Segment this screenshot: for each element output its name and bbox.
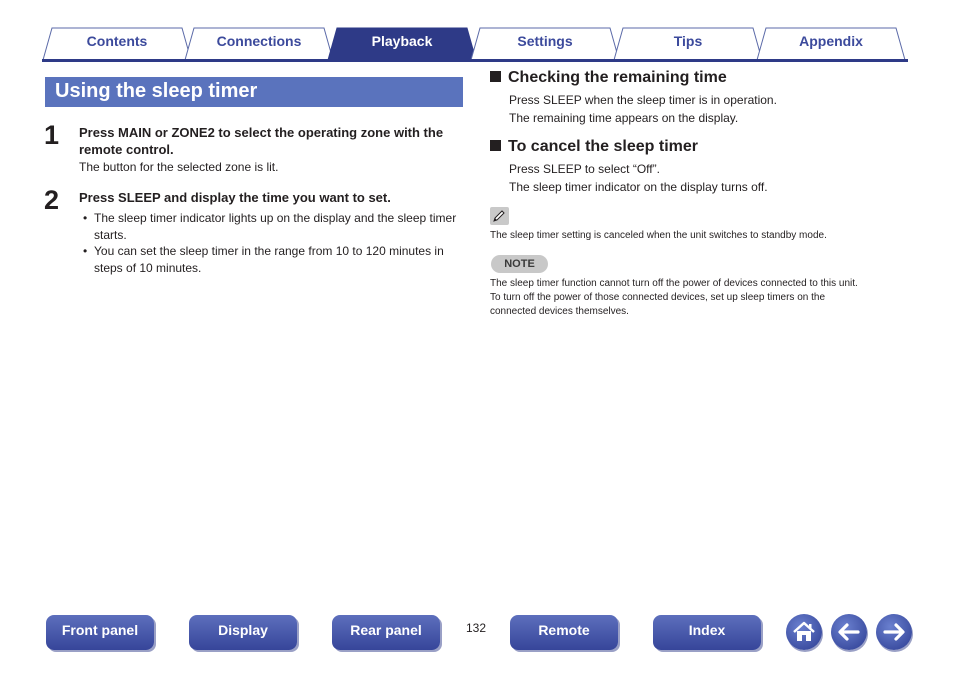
front-panel-button[interactable]: Front panel (46, 615, 154, 650)
remote-button[interactable]: Remote (510, 615, 618, 650)
top-tab-bar (42, 26, 908, 62)
checking-line: Press SLEEP when the sleep timer is in operation. (509, 93, 777, 107)
checking-heading (490, 68, 727, 88)
bullet-dot: • (83, 211, 88, 225)
memo-text: The sleep timer setting is canceled when the unit switches to standby mode. (490, 230, 827, 241)
tab-connections[interactable]: Connections (216, 33, 302, 49)
step-1-detail: The button for the selected zone is lit. (79, 160, 279, 174)
section-title: Using the sleep timer (45, 77, 463, 107)
tab-tips[interactable]: Tips (673, 33, 703, 49)
index-button[interactable]: Index (653, 615, 761, 650)
cancel-heading-text: To cancel the sleep timer (508, 138, 698, 155)
pencil-icon (490, 207, 509, 225)
bullet-dot: • (83, 244, 88, 258)
forward-arrow-icon[interactable] (876, 614, 912, 650)
checking-line: The remaining time appears on the display. (509, 111, 739, 125)
bullet-text: The sleep timer indicator lights up on the display and the sleep timer starts. (94, 211, 457, 242)
note-line: The sleep timer function cannot turn off the power of devices connected to this unit. (490, 278, 858, 289)
home-icon[interactable] (786, 614, 822, 650)
step-2-text: Press SLEEP and display the time you want to set. (79, 190, 391, 205)
tab-settings[interactable]: Settings (517, 33, 573, 49)
step-2-bullet (83, 210, 466, 243)
tab-appendix[interactable]: Appendix (799, 33, 863, 49)
step-1-number: 1 (44, 120, 60, 150)
step-2-number: 2 (44, 185, 60, 215)
cancel-line: The sleep timer indicator on the display turns off. (509, 180, 768, 194)
checking-heading-text: Checking the remaining time (508, 69, 727, 86)
note-badge: NOTE (491, 255, 548, 273)
tab-underline (42, 59, 908, 62)
tab-playback[interactable]: Playback (371, 33, 433, 49)
cancel-heading (490, 137, 698, 157)
note-line: connected devices themselves. (490, 306, 629, 317)
note-line: To turn off the power of those connected devices, set up sleep timers on the (490, 292, 826, 303)
cancel-line: Press SLEEP to select “Off”. (509, 162, 660, 176)
step-1-text: Press MAIN or ZONE2 to select the operating zone with the remote control. (79, 125, 444, 157)
display-button[interactable]: Display (189, 615, 297, 650)
page-number: 132 (466, 621, 487, 635)
rear-panel-button[interactable]: Rear panel (332, 615, 440, 650)
square-bullet-icon (490, 71, 501, 82)
square-bullet-icon (490, 140, 501, 151)
bullet-text: You can set the sleep timer in the range from 10 to 120 minutes in steps of 10 minutes. (94, 244, 444, 275)
step-2-bullet (83, 243, 466, 276)
back-arrow-icon[interactable] (831, 614, 867, 650)
tab-contents[interactable]: Contents (86, 33, 148, 49)
